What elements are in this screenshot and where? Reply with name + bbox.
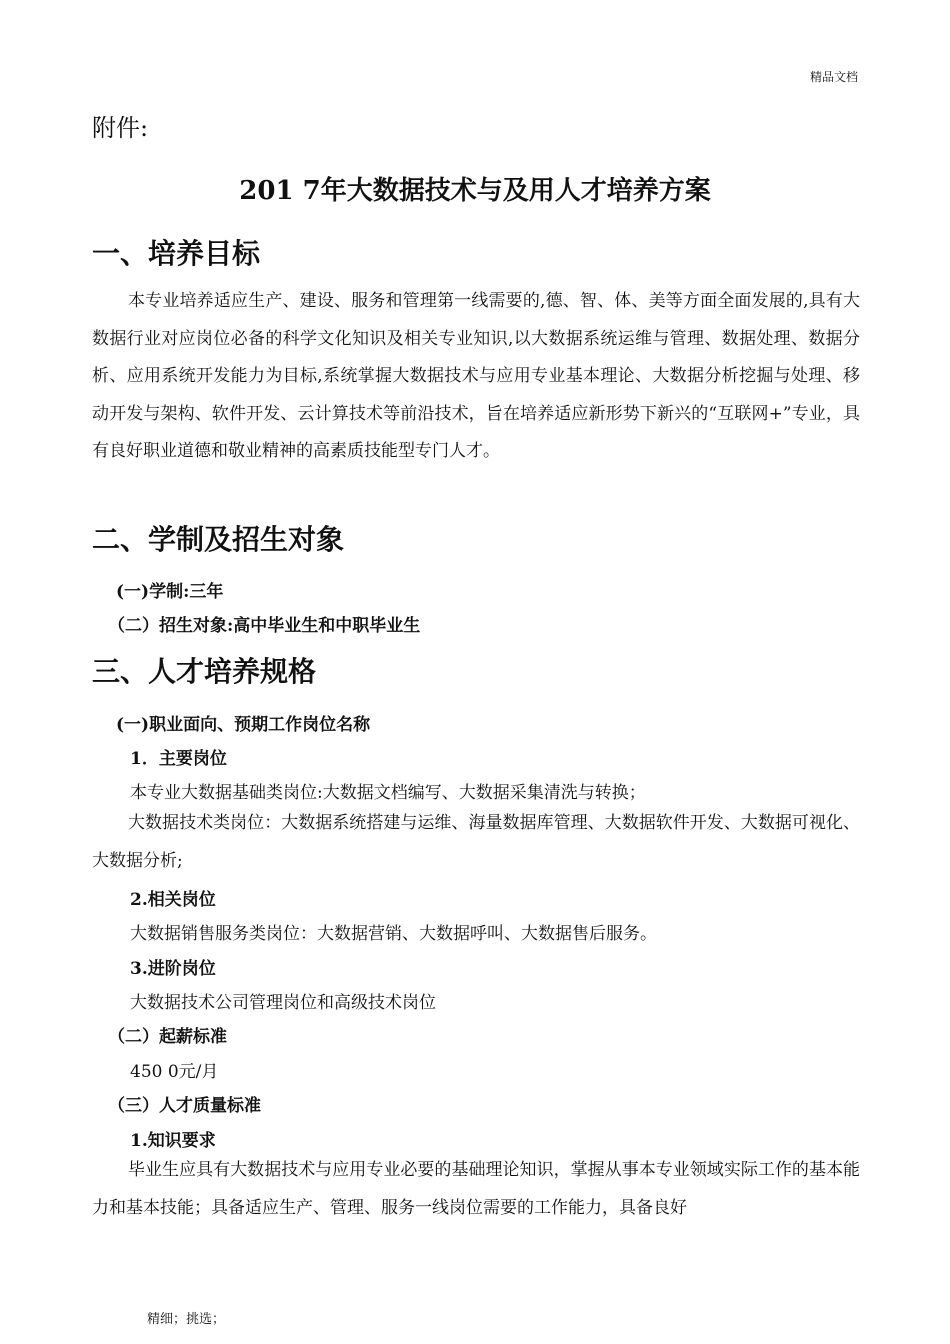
quality-standard-heading: （三）人才质量标准 (108, 1096, 261, 1116)
starting-salary-heading: （二）起薪标准 (108, 1027, 227, 1047)
knowledge-requirements-heading: 1.知识要求 (130, 1131, 216, 1151)
starting-salary-value: 450 0元/月 (130, 1062, 219, 1082)
section-heading-schooling: 二、学制及招生对象 (92, 523, 345, 556)
main-positions-heading: 1．主要岗位 (130, 749, 227, 769)
enrollment-target: （二）招生对象:高中毕业生和中职毕业生 (108, 616, 421, 636)
section-heading-specifications: 三、人才培养规格 (92, 655, 317, 688)
basic-positions-text: 本专业大数据基础类岗位:大数据文档编写、大数据采集清洗与转换； (130, 783, 646, 803)
advanced-positions-heading: 3.进阶岗位 (130, 959, 216, 979)
knowledge-requirements-text: 毕业生应具有大数据技术与应用专业必要的基础理论知识，掌握从事本专业领域实际工作的基本能力和基本技能；具备适应生产、管理、服务一线岗位需要的工作能力，具备良好 (92, 1160, 860, 1218)
related-positions-text: 大数据销售服务类岗位：大数据营销、大数据呼叫、大数据售后服务。 (130, 924, 657, 944)
schooling-duration: (一)学制:三年 (116, 582, 224, 602)
footer-note: 精细；挑选； (147, 1312, 226, 1327)
section-heading-training-goals: 一、培养目标 (92, 237, 261, 270)
technical-positions-text: 大数据技术类岗位：大数据系统搭建与运维、海量数据库管理、大数据软件开发、大数据可视化、大数据分析; (92, 813, 860, 871)
training-goals-paragraph: 本专业培养适应生产、建设、服务和管理第一线需要的,德、智、体、美等方面全面发展的,具有大数据行业对应岗位必备的科学文化知识及相关专业知识,以大数据系统运维与管理、数据处理、数据分析、应用系统开发能力为目标,系统掌握大数据技术与应用专业基本理论、大数据分析挖掘与处理、移动开发与架构、软件开发、云计算技术等前沿技术，旨在培养适应新形势下新兴的“互联网+”专业，具有良好职业道德和敬业精神的高素质技能型专门人才。 (92, 291, 860, 462)
header-note: 精品文档 (809, 70, 858, 84)
career-orientation-heading: (一)职业面向、预期工作岗位名称 (116, 715, 371, 735)
related-positions-heading: 2.相关岗位 (130, 890, 216, 910)
document-title: 201 7年大数据技术与及用人才培养方案 (239, 176, 711, 206)
advanced-positions-text: 大数据技术公司管理岗位和高级技术岗位 (130, 993, 436, 1013)
attachment-label: 附件: (92, 114, 149, 142)
